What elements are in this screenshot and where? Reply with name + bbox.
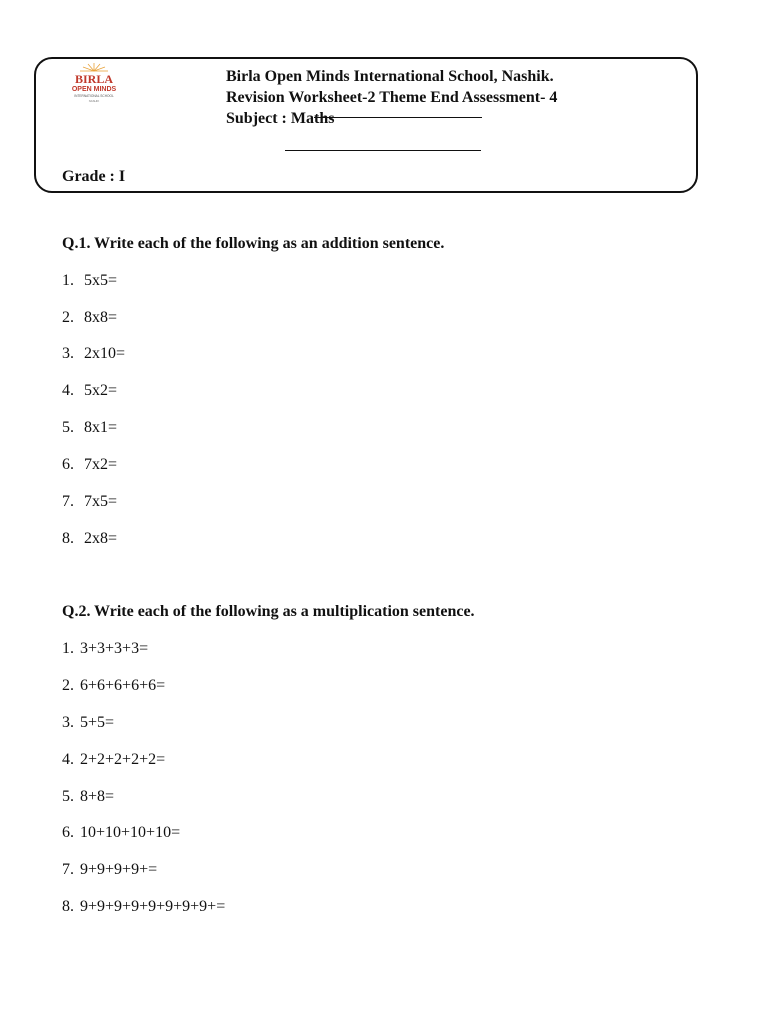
sunburst-icon [80, 63, 108, 71]
list-item [62, 898, 225, 916]
blank-line [285, 150, 481, 151]
item-number: 6. [62, 824, 74, 841]
logo-line-1: BIRLA [74, 72, 114, 86]
item-number: 4. [62, 751, 74, 768]
item-text: 5x2= [84, 382, 118, 399]
list-item [62, 382, 117, 400]
item-number: 7. [62, 493, 74, 510]
item-number: 5. [62, 419, 74, 436]
header-text [226, 66, 557, 129]
item-text: 8x1= [84, 419, 118, 436]
list-item [62, 677, 165, 695]
list-item [62, 751, 165, 769]
item-number: 5. [62, 788, 74, 805]
item-text: 3+3+3+3= [80, 640, 149, 657]
school-logo [66, 62, 122, 104]
item-text: 9+9+9+9+9+9+9+9+= [80, 898, 226, 915]
list-item [62, 419, 117, 437]
school-name: Birla Open Minds International School, Nashik. [226, 68, 554, 85]
item-text: 2x8= [84, 530, 118, 547]
list-item [62, 824, 180, 842]
list-item [62, 861, 157, 879]
item-text: 5x5= [84, 272, 118, 289]
item-number: 3. [62, 714, 74, 731]
logo-line-4: NASHIK [88, 99, 100, 103]
list-item [62, 640, 148, 658]
question-2-prompt: Write each of the following as a multiplication sentence. [94, 603, 475, 620]
list-item [62, 309, 117, 327]
item-text: 9+9+9+9+= [80, 861, 158, 878]
item-number: 7. [62, 861, 74, 878]
item-number: 1. [62, 640, 74, 657]
list-item [62, 714, 114, 732]
list-item [62, 788, 114, 806]
list-item [62, 493, 117, 511]
list-item [62, 530, 117, 548]
subject-label: Subject : Maths [226, 110, 335, 127]
item-text: 5+5= [80, 714, 115, 731]
list-item [62, 456, 117, 474]
item-text: 6+6+6+6+6= [80, 677, 166, 694]
item-number: 8. [62, 898, 74, 915]
logo-line-2: OPEN MINDS [71, 86, 117, 93]
item-number: 1. [62, 272, 74, 289]
item-number: 2. [62, 677, 74, 694]
question-1-prompt: Write each of the following as an addition sentence. [94, 235, 445, 252]
item-number: 4. [62, 382, 74, 399]
subject-underline [314, 117, 482, 139]
item-text: 8x8= [84, 309, 118, 326]
item-text: 7x5= [84, 493, 118, 510]
list-item [62, 272, 117, 290]
grade-label: Grade : I [62, 168, 126, 185]
worksheet-title: Revision Worksheet-2 Theme End Assessment- 4 [226, 89, 558, 106]
question-2-number: Q.2. [62, 603, 91, 620]
item-number: 6. [62, 456, 74, 473]
item-text: 8+8= [80, 788, 115, 805]
item-number: 2. [62, 309, 74, 326]
item-number: 3. [62, 345, 74, 362]
question-1 [62, 235, 444, 253]
item-text: 7x2= [84, 456, 118, 473]
question-1-number: Q.1. [62, 235, 91, 252]
item-text: 2x10= [84, 345, 126, 362]
item-text: 2+2+2+2+2= [80, 751, 166, 768]
item-text: 10+10+10+10= [80, 824, 181, 841]
item-number: 8. [62, 530, 74, 547]
logo-line-3: INTERNATIONAL SCHOOL [74, 94, 114, 98]
list-item [62, 345, 125, 363]
question-2 [62, 603, 475, 621]
